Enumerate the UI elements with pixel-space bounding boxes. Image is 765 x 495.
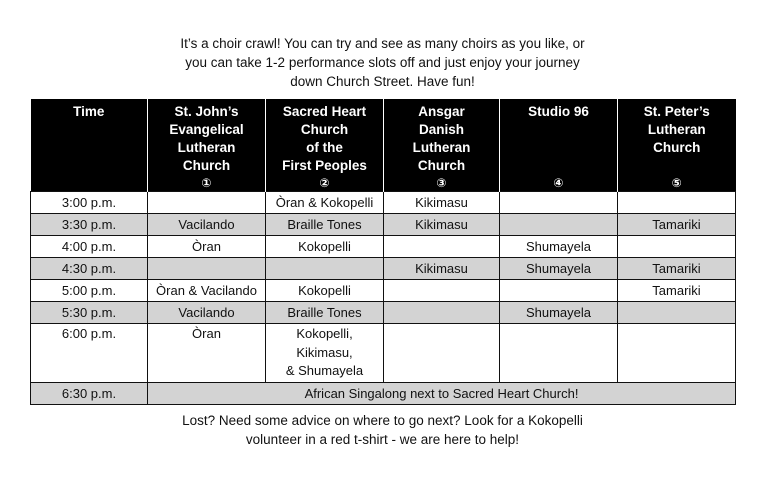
header-ansgar <box>384 99 500 192</box>
table-row <box>31 214 736 236</box>
header-time <box>31 99 148 192</box>
table-cell <box>618 192 736 214</box>
table-cell: Braille Tones <box>266 302 384 324</box>
header-line: First Peoples <box>282 158 367 173</box>
header-line: Ansgar <box>418 104 465 119</box>
table-row <box>31 236 736 258</box>
table-cell: Tamariki <box>618 280 736 302</box>
table-cell: Shumayela <box>500 302 618 324</box>
table-cell: Òran & Kokopelli <box>266 192 384 214</box>
table-cell <box>384 280 500 302</box>
table-cell: Kikimasu <box>384 214 500 236</box>
header-line: Time <box>73 104 105 119</box>
header-line: Church <box>653 140 701 155</box>
time-cell: 6:30 p.m. <box>31 383 148 405</box>
table-row <box>31 258 736 280</box>
cell-line: & Shumayela <box>285 363 364 378</box>
table-row-final <box>31 383 736 405</box>
time-cell: 3:00 p.m. <box>31 192 148 214</box>
table-cell: Òran <box>148 324 266 383</box>
header-line: Evangelical <box>169 122 244 137</box>
time-cell: 3:30 p.m. <box>31 214 148 236</box>
table-cell <box>500 280 618 302</box>
table-cell: Kikimasu <box>384 192 500 214</box>
table-cell <box>500 324 618 383</box>
table-cell: Vacilando <box>148 302 266 324</box>
table-cell <box>148 258 266 280</box>
outro-text <box>150 411 615 449</box>
venue-number-5: ⑤ <box>671 176 682 190</box>
intro-line: It’s a choir crawl! You can try and see as many choirs as you like, or <box>180 36 585 51</box>
table-cell: Shumayela <box>500 258 618 280</box>
table-cell: Òran <box>148 236 266 258</box>
table-cell: Tamariki <box>618 214 736 236</box>
cell-line: Kokopelli, <box>296 326 353 341</box>
table-cell <box>148 192 266 214</box>
table-row <box>31 192 736 214</box>
table-cell: Tamariki <box>618 258 736 280</box>
table-row <box>31 302 736 324</box>
header-line: Church <box>182 158 231 173</box>
table-cell <box>384 236 500 258</box>
time-cell: 6:00 p.m. <box>31 324 148 383</box>
table-cell <box>384 324 500 383</box>
header-line: Studio 96 <box>528 104 589 119</box>
table-cell: Shumayela <box>500 236 618 258</box>
table-cell <box>500 192 618 214</box>
table-cell <box>618 324 736 383</box>
table-cell <box>500 214 618 236</box>
header-st-peters <box>618 99 736 192</box>
table-cell: Vacilando <box>148 214 266 236</box>
venue-number-2: ② <box>319 176 330 190</box>
header-line: Church <box>300 122 349 137</box>
header-line: St. Peter’s <box>643 104 710 119</box>
table-cell: Kokopelli <box>266 236 384 258</box>
header-line: of the <box>306 140 343 155</box>
venue-number-1: ① <box>201 176 212 190</box>
header-line: Sacred Heart <box>282 104 367 119</box>
header-row <box>31 99 736 192</box>
table-cell <box>618 302 736 324</box>
time-cell: 4:30 p.m. <box>31 258 148 280</box>
header-line: Lutheran <box>647 122 706 137</box>
table-cell: Kikimasu <box>384 258 500 280</box>
header-line: Danish <box>418 122 464 137</box>
outro-line: Lost? Need some advice on where to go next? Look for a Kokopelli <box>182 413 583 428</box>
venue-number-4: ④ <box>553 176 564 190</box>
intro-line: down Church Street. Have fun! <box>290 74 475 89</box>
intro-line: you can take 1-2 performance slots off and just enjoy your journey <box>185 55 580 70</box>
table-cell: Òran & Vacilando <box>148 280 266 302</box>
header-studio-96 <box>500 99 618 192</box>
header-st-johns <box>148 99 266 192</box>
table-cell <box>266 324 384 383</box>
time-cell: 5:00 p.m. <box>31 280 148 302</box>
outro-line: volunteer in a red t-shirt - we are here to help! <box>245 432 520 447</box>
table-row <box>31 324 736 383</box>
time-cell: 4:00 p.m. <box>31 236 148 258</box>
header-line: Lutheran <box>412 140 471 155</box>
intro-text <box>150 34 615 91</box>
table-cell <box>618 236 736 258</box>
header-sacred-heart <box>266 99 384 192</box>
time-cell: 5:30 p.m. <box>31 302 148 324</box>
singalong-cell: African Singalong next to Sacred Heart Church! <box>148 383 736 405</box>
table-cell: Kokopelli <box>266 280 384 302</box>
header-line: Church <box>417 158 466 173</box>
header-line: St. John’s <box>174 104 239 119</box>
table-cell <box>266 258 384 280</box>
cell-line: Kikimasu, <box>296 344 353 360</box>
table-row <box>31 280 736 302</box>
venue-number-3: ③ <box>436 176 447 190</box>
table-cell <box>384 302 500 324</box>
table-cell: Braille Tones <box>266 214 384 236</box>
header-line: Lutheran <box>177 140 236 155</box>
schedule-table <box>30 99 736 405</box>
